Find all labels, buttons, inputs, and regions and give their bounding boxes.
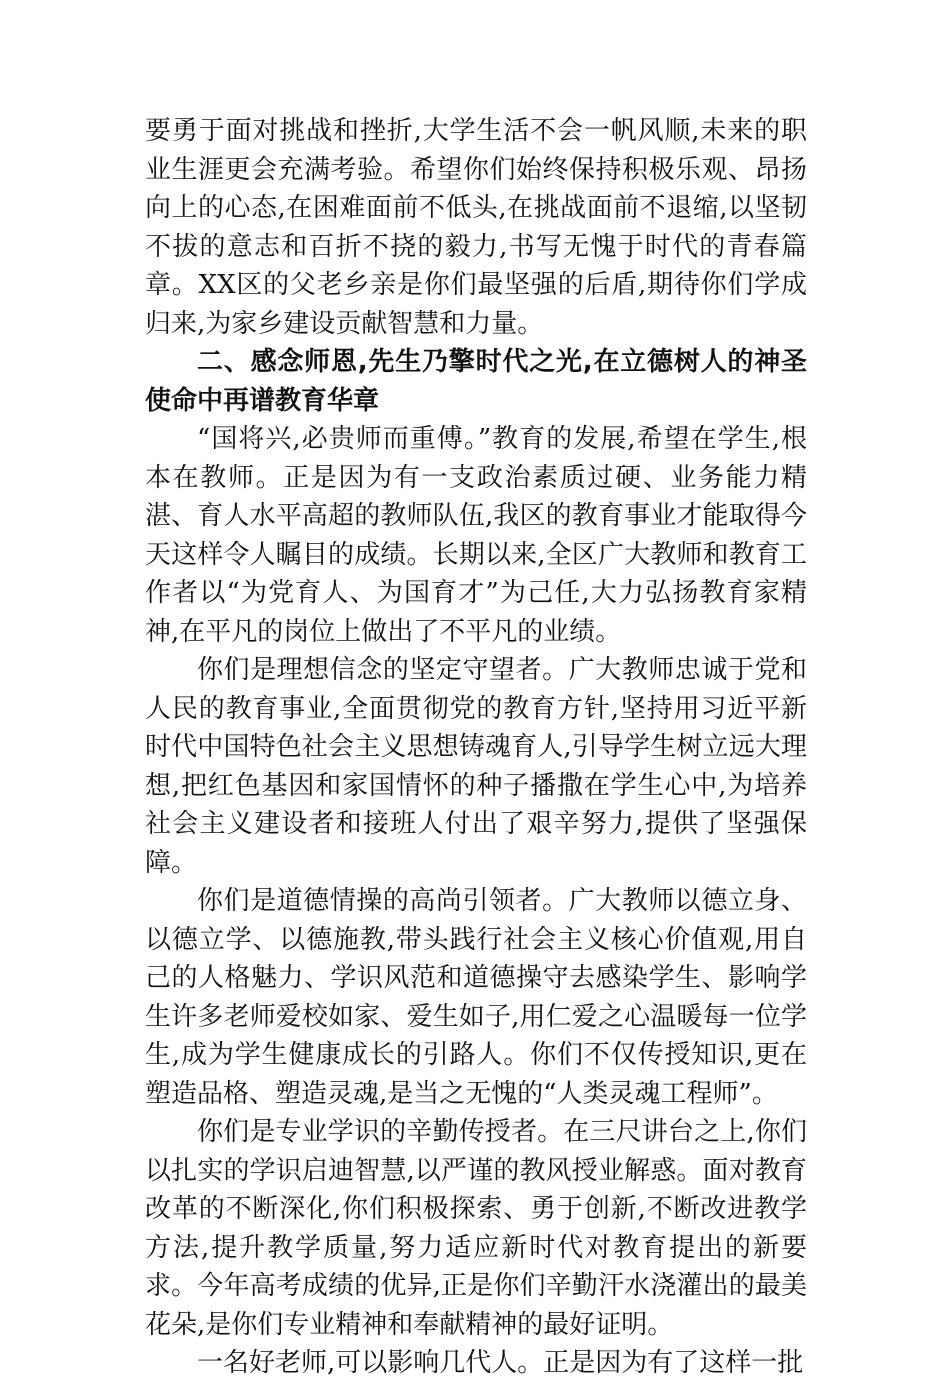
section-heading: 二、感念师恩,先生乃擎时代之光,在立德树人的神圣使命中再谱教育华章 [145,347,807,416]
paragraph-continuation: 要勇于面对挑战和挫折,大学生活不会一帆风顺,未来的职业生涯更会充满考验。希望你们始终保持积极乐观、昂扬向上的心态,在困难面前不低头,在挑战面前不退缩,以坚韧不拔的意志和百折不挠的毅力,书写无愧于时代的青春篇章。XX区的父老乡亲是你们最坚强的后盾,期待你们学成归来,为家乡建设贡献智慧和力量。 [145,116,807,339]
document-page [145,112,807,1383]
paragraph: 你们是理想信念的坚定守望者。广大教师忠诚于党和人民的教育事业,全面贯彻党的教育方针,坚持用习近平新时代中国特色社会主义思想铸魂育人,引导学生树立远大理想,把红色基因和家国情怀的种子播撒在学生心中,为培养社会主义建设者和接班人付出了艰辛努力,提供了坚强保障。 [145,655,807,878]
paragraph: 一名好老师,可以影响几代人。正是因为有了这样一批 [197,1348,804,1378]
paragraph: 你们是道德情操的高尚引领者。广大教师以德立身、以德立学、以德施教,带头践行社会主义核心价值观,用自己的人格魅力、学识风范和道德操守去感染学生、影响学生许多老师爱校如家、爱生如子,用仁爱之心温暖每一位学生,成为学生健康成长的引路人。你们不仅传授知识,更在塑造品格、塑造灵魂,是当之无愧的“人类灵魂工程师”。 [145,886,807,1109]
paragraph: 你们是专业学识的辛勤传授者。在三尺讲台之上,你们以扎实的学识启迪智慧,以严谨的教风授业解惑。面对教育改革的不断深化,你们积极探索、勇于创新,不断改进教学方法,提升教学质量,努力适应新时代对教育提出的新要求。今年高考成绩的优异,正是你们辛勤汗水浇灌出的最美花朵,是你们专业精神和奉献精神的最好证明。 [145,1117,807,1340]
paragraph: “国将兴,必贵师而重傅。”教育的发展,希望在学生,根本在教师。正是因为有一支政治素质过硬、业务能力精湛、育人水平高超的教师队伍,我区的教育事业才能取得今天这样令人瞩目的成绩。长期以来,全区广大教师和教育工作者以“为党育人、为国育才”为己任,大力弘扬教育家精神,在平凡的岗位上做出了不平凡的业绩。 [145,424,807,647]
